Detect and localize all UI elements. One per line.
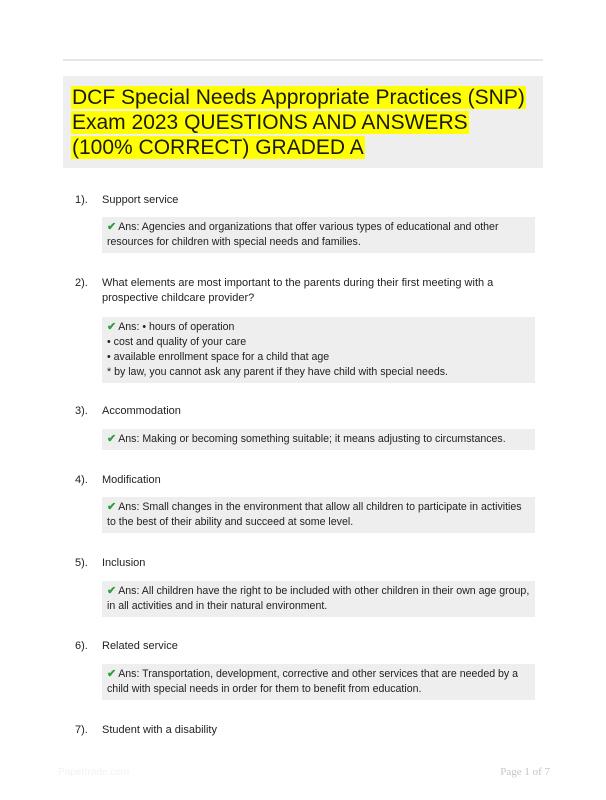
question-block-1 [63,193,543,248]
question-text: Modification [102,474,161,486]
question-block-5 [63,556,543,612]
answer-box [102,497,535,533]
page-indicator: Page 1 of 7 [500,766,550,778]
question-number: 1). [75,194,88,206]
check-icon: ✔ [107,668,117,680]
question-text: Accommodation [102,405,181,417]
question-number: 5). [75,557,88,569]
question-number: 4). [75,474,88,486]
question-text: What elements are most important to the parents during their first meeting with a prospective childcare provider? [102,277,494,304]
question-number: 6). [75,640,88,652]
answer-line: * by law, you cannot ask any parent if they have child with special needs. [107,366,448,378]
top-divider [63,59,543,61]
document-title: DCF Special Needs Appropriate Practices (SNP) Exam 2023 QUESTIONS AND ANSWERS (100% CORRECT) GRADED A [72,86,525,159]
answer-line: Ans: All children have the right to be included with other children in their own age group, in all activities and in their natural environment. [107,585,530,612]
check-icon: ✔ [107,501,117,513]
answer-line: • cost and quality of your care [107,336,247,348]
check-icon: ✔ [107,321,117,333]
question-block-7 [63,723,543,741]
check-icon: ✔ [107,585,117,597]
answer-line: Ans: Small changes in the environment that allow all children to participate in activities to the best of their ability and succeed at some level. [107,501,522,528]
question-number: 2). [75,277,88,289]
question-text: Support service [102,194,179,206]
answer-line: • available enrollment space for a child that age [107,351,330,363]
question-number: 7). [75,724,88,736]
answer-line: Ans: Making or becoming something suitable; it means adjusting to circumstances. [118,433,506,445]
answer-box [102,664,535,700]
question-number: 3). [75,405,88,417]
answer-line: Ans: • hours of operation [118,321,235,333]
check-icon: ✔ [107,433,117,445]
question-block-6 [63,639,543,695]
title-banner [63,76,543,168]
question-text: Related service [102,640,178,652]
question-text: Inclusion [102,557,146,569]
answer-line: Ans: Agencies and organizations that offer various types of educational and other resources for children with special needs and families. [107,221,499,248]
answer-box [102,581,535,617]
answer-box [102,317,535,383]
check-icon: ✔ [107,221,117,233]
answer-line: Ans: Transportation, development, corrective and other services that are needed by a child with special needs in order for them to benefit from education. [107,668,519,695]
question-block-4 [63,473,543,528]
answer-box [102,429,535,450]
footer-watermark: Papertrade.com [58,767,130,778]
question-text: Student with a disability [102,724,217,736]
answer-box [102,217,535,253]
question-block-3 [63,404,543,445]
question-block-2 [63,276,543,378]
